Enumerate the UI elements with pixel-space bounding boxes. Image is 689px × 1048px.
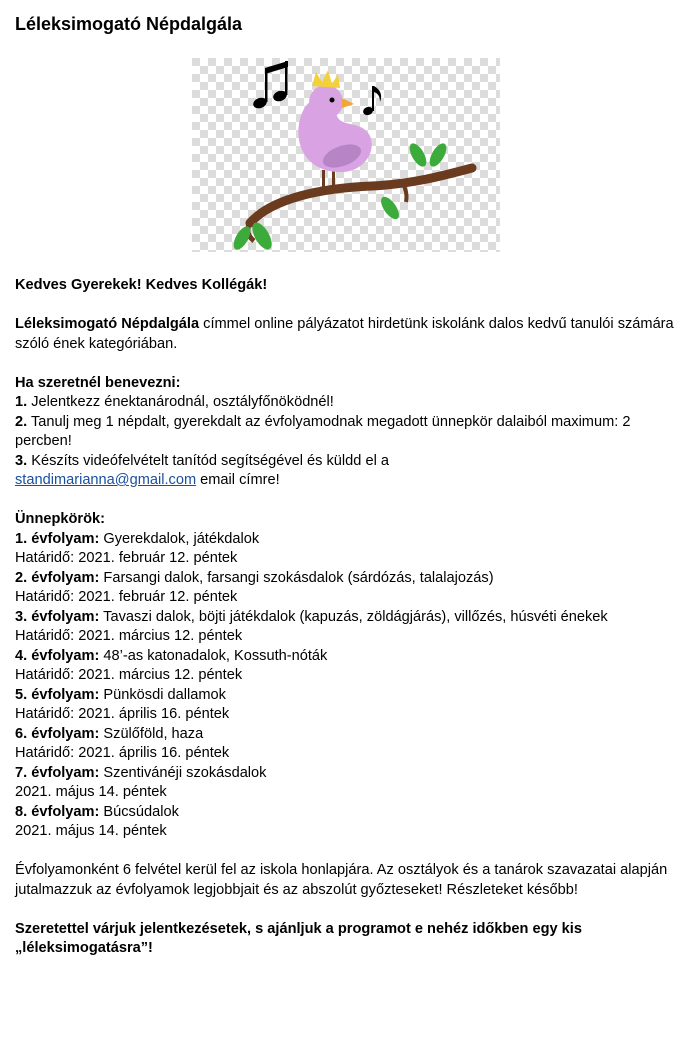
grade-label: 7. évfolyam: <box>15 764 100 781</box>
grade-item <box>15 725 675 745</box>
grade-topic: Szülőföld, haza <box>99 725 204 742</box>
step-number: 1. <box>15 394 28 410</box>
grade-topic: Búcsúdalok <box>99 803 179 820</box>
outro-paragraph: Évfolyamonként 6 felvétel kerül fel az iskola honlapjára. Az osztályok és a tanárok szavazatai alapján jutalmazzuk az évfolyamok legjobbjait és az abszolút győzteseket! Részleteket később! <box>15 862 668 898</box>
grade-deadline: 2021. május 14. péntek <box>15 784 167 800</box>
grade-topic: 48’-as katonadalok, Kossuth-nóták <box>99 647 328 664</box>
step-number: 3. <box>15 452 28 469</box>
grade-topic: Szentivánéji szokásdalok <box>99 764 267 781</box>
grade-label: 8. évfolyam: <box>15 803 100 820</box>
grade-label: 1. évfolyam: <box>15 530 100 547</box>
signup-step <box>15 413 675 452</box>
grade-item <box>15 764 675 784</box>
grade-deadline: Határidő: 2021. február 12. péntek <box>15 589 238 605</box>
grade-deadline: Határidő: 2021. március 12. péntek <box>15 628 243 644</box>
signup-step <box>15 452 675 491</box>
signup-heading: Ha szeretnél benevezni: <box>15 374 181 391</box>
grade-item <box>15 569 675 589</box>
step-text: Tanulj meg 1 népdalt, gyerekdalt az évfolyamodnak megadott ünnepkör dalaiból maximum: 2 percben! <box>15 413 631 449</box>
grade-topic: Farsangi dalok, farsangi szokásdalok (sárdózás, talalajozás) <box>99 569 494 586</box>
grade-list <box>15 530 675 842</box>
email-suffix: email címre! <box>196 472 280 488</box>
intro-text: címmel online pályázatot hirdetünk iskolánk dalos kedvű tanulói számára szóló ének kategóriában. <box>15 316 674 352</box>
grade-item <box>15 803 675 823</box>
grade-deadline: Határidő: 2021. április 16. péntek <box>15 706 230 722</box>
announcement-body <box>15 276 675 959</box>
signup-step <box>15 393 675 413</box>
email-link[interactable]: standimarianna@gmail.com <box>15 472 197 488</box>
step-text: Jelentkezz énektanárodnál, osztályfőnöködnél! <box>27 394 334 410</box>
grade-topic: Pünkösdi dallamok <box>99 686 226 703</box>
closing-paragraph: Szeretettel várjuk jelentkezésetek, s ajánljuk a programot e nehéz időkben egy kis „léleksimogatásra”! <box>15 920 582 956</box>
grade-label: 6. évfolyam: <box>15 725 100 742</box>
grade-topic: Gyerekdalok, játékdalok <box>99 530 260 547</box>
grade-deadline: Határidő: 2021. február 12. péntek <box>15 550 238 566</box>
grade-item <box>15 647 675 667</box>
event-name: Léleksimogató Népdalgála <box>15 316 200 332</box>
grade-item <box>15 530 675 550</box>
grade-label: 3. évfolyam: <box>15 608 100 625</box>
grade-label: 2. évfolyam: <box>15 569 100 586</box>
greeting: Kedves Gyerekek! Kedves Kollégák! <box>15 277 268 293</box>
grade-item <box>15 608 675 628</box>
grade-deadline: Határidő: 2021. április 16. péntek <box>15 745 230 761</box>
step-number: 2. <box>15 413 28 430</box>
intro-paragraph <box>15 315 675 354</box>
grade-item <box>15 686 675 706</box>
grade-topic: Tavaszi dalok, böjti játékdalok (kapuzás, zöldágjárás), villőzés, húsvéti énekek <box>99 608 608 625</box>
page-title: Léleksimogató Népdalgála <box>15 14 243 34</box>
grade-label: 5. évfolyam: <box>15 686 100 703</box>
seasons-heading: Ünnepkörök: <box>15 511 105 527</box>
step-text: Készíts videófelvételt tanítód segítségével és küldd el a <box>27 452 389 469</box>
singing-bird-illustration <box>192 58 500 252</box>
grade-label: 4. évfolyam: <box>15 647 100 664</box>
grade-deadline: Határidő: 2021. március 12. péntek <box>15 667 243 683</box>
grade-deadline: 2021. május 14. péntek <box>15 823 167 839</box>
